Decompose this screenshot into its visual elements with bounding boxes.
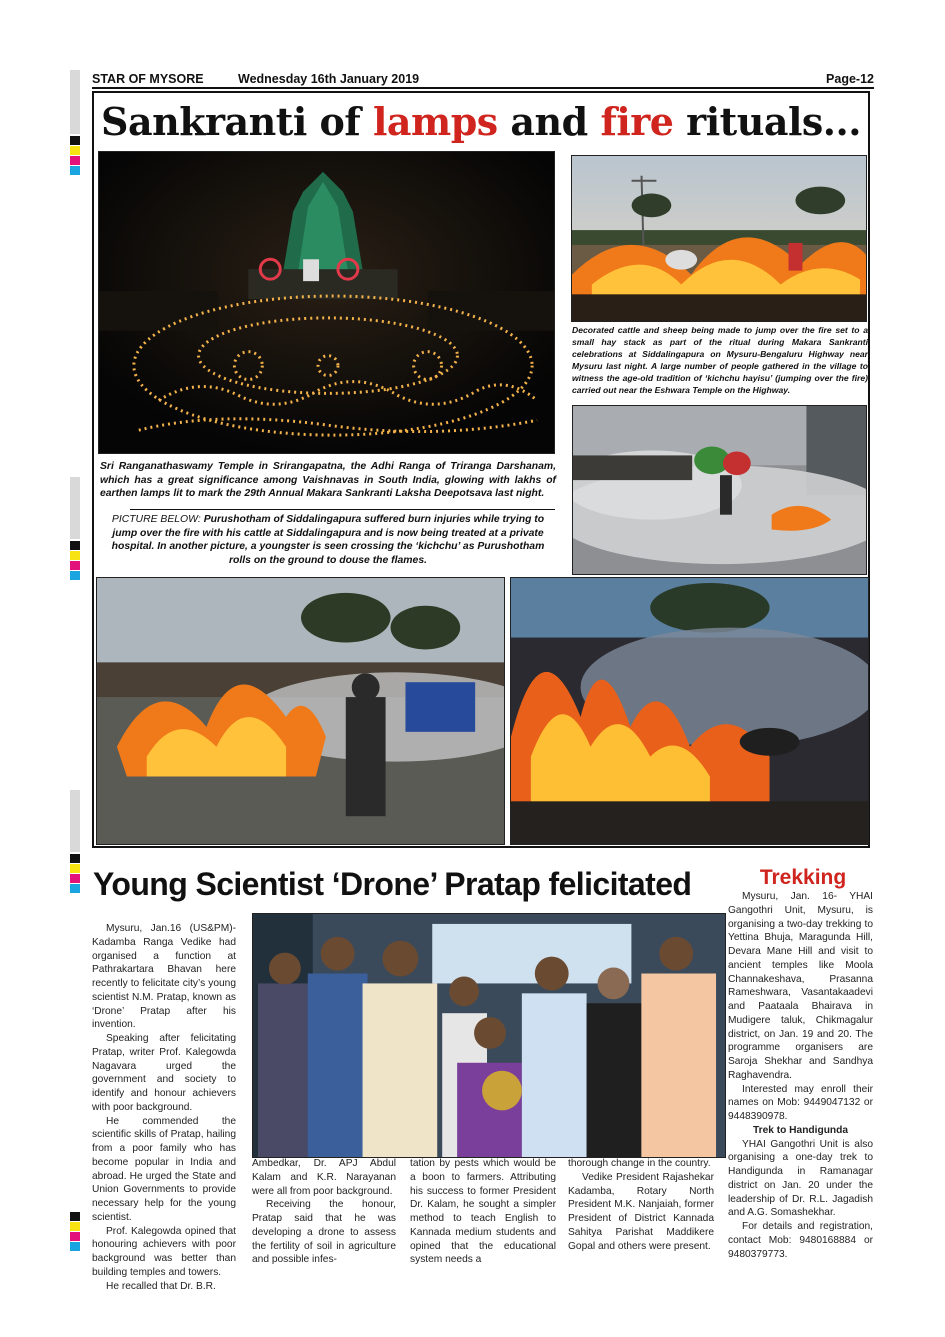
story-column-3: [410, 1157, 556, 1267]
trekking-paragraph: Mysuru, Jan. 16- YHAI Gangothri Unit, Mysuru, is organising a two-day trekking to Yettina Bhuja, Maragunda Hill, Devara Mane Hill and visit to ancient temples like Moola Channakeshava, Prasanna Rameshwara, Vasantakaadevi and Paataala Bhairava in Mudigere taluk, Chikmagalur district, on Jan. 19 and 20. The programme organisers are Saroja Shekhar and Sandhya Raghavendra.: [728, 891, 873, 1081]
magenta-swatch: [70, 1232, 80, 1241]
cyan-swatch: [70, 884, 80, 893]
story-paragraph: tation by pests which would be a boon to farmers. Attributing his success to former President Dr. Kalam, he sought a simpler method to teach English to Kannada medium students and opined that the educational system needs a: [410, 1158, 556, 1266]
trekking-title: Trekking: [759, 866, 847, 889]
story-paragraph: thorough change in the country.: [568, 1158, 711, 1169]
trekking-paragraph: Interested may enroll their names on Mob: 9449047132 or 9448390978.: [728, 1083, 873, 1122]
cyan-swatch: [70, 166, 80, 175]
story-paragraph: Prof. Kalegowda opined that honouring achievers with poor background was better than building temples and towers.: [92, 1225, 236, 1278]
story-column-2: [252, 1157, 396, 1267]
cyan-swatch: [70, 1242, 80, 1251]
magenta-swatch: [70, 156, 80, 165]
caption-rule: [130, 509, 555, 510]
cattle-fire-photo: [571, 155, 867, 322]
cyan-swatch: [70, 571, 80, 580]
black-swatch: [70, 1212, 80, 1221]
story-paragraph: Speaking after felicitating Pratap, writer Prof. Kalegowda Nagavara urged the government and society to identify and honour achievers with poor background.: [92, 1033, 236, 1113]
picture-below-label: PICTURE BELOW:: [111, 514, 204, 525]
issue-date: Wednesday 16th January 2019: [238, 72, 420, 86]
page-number: Page-12: [826, 72, 874, 86]
man-fire-photo: [96, 577, 505, 845]
story-paragraph: Vedike President Rajashekar Kadamba, Rotary North President M.K. Nanjaiah, former President of District Kannada Sahitya Parishat Maddikere Gopal and others were present.: [568, 1171, 714, 1252]
picture-below-text: Purushotham of Siddalingapura suffered burn injuries while trying to jump over the fire with his cattle at Siddalingapura and is now being treated at a private hospital. In another picture, a youngster is seen crossing the ‘kichchu’ as Purushotham rolls on the ground to douse the flames.: [111, 514, 545, 566]
yellow-swatch: [70, 146, 80, 155]
headline-part: Sankranti of: [101, 99, 373, 144]
registration-bar: [70, 790, 80, 852]
black-swatch: [70, 854, 80, 863]
cattle-caption: Decorated cattle and sheep being made to jump over the fire set to a small hay stack as part of the ritual during Makara Sankranti celebrations at Siddalingapura on Mysuru-Bengaluru Highway near Mysuru last night. A large number of people gathered in the village to witness the age-old tradition of ‘kichchu hayisu’ (jumping over the fire) carried out near the Eshwara Temple on the Highway.: [572, 325, 868, 395]
headline-part: and: [497, 99, 601, 144]
header-rule: [92, 87, 874, 89]
story-paragraph: Receiving the honour, Pratap said that he was developing a drone to assess the fertility of soil in agriculture and possible infes-: [252, 1199, 396, 1266]
headline-part: rituals...: [673, 99, 861, 144]
yellow-swatch: [70, 551, 80, 560]
magenta-swatch: [70, 874, 80, 883]
headline-highlight: lamps: [372, 99, 498, 144]
trekking-paragraph: YHAI Gangothri Unit is also organising a one-day trek to Handigunda in Ramanagar district on Jan. 20 under the leadership of Dr. R.L. Jagadish and A.G. Somashekhar.: [728, 1138, 873, 1219]
black-swatch: [70, 541, 80, 550]
trekking-column: [728, 890, 873, 1261]
yellow-swatch: [70, 1222, 80, 1231]
yellow-swatch: [70, 864, 80, 873]
story-paragraph: Mysuru, Jan.16 (US&PM)- Kadamba Ranga Vedike had organised a function at Pathrakartara Bhavan here recently to felicitate city’s young scientist N.M. Pratap, known as ‘Drone’ Pratap after his invention.: [92, 923, 236, 1031]
paper-name: STAR OF MYSORE: [92, 72, 204, 86]
story-paragraph: He commended the scientific skills of Pratap, hailing from a poor family who has become popular in India and abroad. He urged the State and Union Governments to provide necessary help for the young scientist.: [92, 1115, 236, 1223]
registration-bar: [70, 70, 80, 134]
story-column-1: [92, 922, 236, 1293]
trekking-subheading: Trek to Handigunda: [752, 1124, 849, 1136]
felicitation-photo: [252, 913, 726, 1158]
temple-caption: Sri Ranganathaswamy Temple in Srirangapatna, the Adhi Ranga of Triranga Darshanam, which has a great significance among Vaishnavas in South India, glowing with lakhs of earthen lamps lit to mark the 29th Annual Makara Sankranti Laksha Deepotsava last night.: [100, 461, 556, 500]
trekking-paragraph: For details and registration, contact Mob: 9480168884 or 9480379773.: [728, 1221, 873, 1260]
page-header: [92, 70, 874, 88]
story-paragraph: He recalled that Dr. B.R.: [106, 1280, 216, 1292]
story-column-4: [568, 1157, 714, 1253]
registration-bar: [70, 477, 80, 539]
story-paragraph: Ambedkar, Dr. APJ Abdul Kalam and K.R. Narayanan were all from poor background.: [252, 1158, 396, 1197]
headline-highlight: fire: [600, 99, 674, 144]
story-headline: Young Scientist ‘Drone’ Pratap felicitated: [93, 866, 692, 902]
magenta-swatch: [70, 561, 80, 570]
sheep-smoke-photo: [572, 405, 867, 575]
feature-headline: [92, 96, 870, 148]
black-swatch: [70, 136, 80, 145]
picture-below-caption: [100, 513, 556, 567]
youngster-fire-photo: [510, 577, 869, 845]
temple-lamps-photo: [98, 151, 555, 454]
